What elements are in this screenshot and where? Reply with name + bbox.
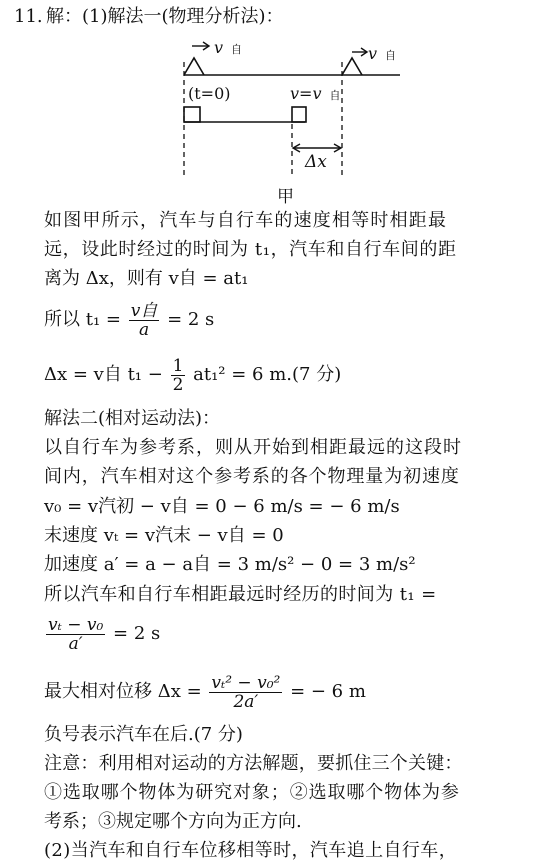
m2-vt-eq: 末速度 vₜ = v汽末 − v自 = 0 — [44, 525, 284, 546]
v-equal-label: v=v 自 — [290, 84, 341, 103]
diagram-caption: 甲 — [277, 187, 294, 207]
t0-label: (t=0) — [188, 84, 231, 103]
m1-eq-dx: Δx = v自 t₁ − $\frac{1}{2}$ at₁² = 6 m.(7 分) — [44, 355, 342, 395]
m1-para-line3: 离为 Δx，则有 v自 = at₁ — [44, 268, 249, 289]
m2-dx-eq: 最大相对位移 Δx = $\frac{\text{vₜ² − v₀²}}{2a'}$ = − 6 m — [44, 672, 366, 712]
v-label-left: v 自 — [214, 38, 243, 57]
m2-note-line1: 注意：利用相对运动的方法解题，要抓住三个关键： — [44, 753, 463, 774]
m2-para-line1: 以自行车为参考系，则从开始到相距最远的这段时 — [44, 437, 462, 458]
m1-para-line1: 如图甲所示，汽车与自行车的速度相等时相距最 — [44, 210, 448, 231]
v-label-right: v 自 — [368, 44, 397, 63]
m2-neg-note: 负号表示汽车在后.(7 分) — [44, 724, 243, 745]
m2-note-line2: ①选取哪个物体为研究对象；②选取哪个物体为参 — [44, 782, 460, 803]
m2-heading: 解法二(相对运动法)： — [44, 408, 221, 429]
m2-para-line2: 间内，汽车相对这个参考系的各个物理量为初速度 — [44, 466, 460, 487]
m2-t-eq: $\frac{\text{vₜ − v₀}}{a'}$ = 2 s — [48, 614, 161, 654]
car-marker-right — [292, 107, 306, 122]
m1-eq-t1: 所以 t₁ = $\frac{\text{v自}}{a}$ = 2 s — [44, 300, 215, 340]
part2-line: (2)当汽车和自行车位移相等时，汽车追上自行车， — [44, 840, 458, 861]
car-marker-left — [184, 107, 200, 122]
bicycle-marker-left — [184, 58, 204, 75]
fraction-t: $\frac{\text{vₜ − v₀}}{a'}$ — [48, 614, 104, 654]
fraction-half: $\frac{1}{2}$ — [172, 355, 184, 395]
fraction-t1: $\frac{\text{v自}}{a}$ — [130, 300, 158, 340]
fraction-dx: $\frac{\text{vₜ² − v₀²}}{2a'}$ — [211, 672, 281, 712]
m2-v0-eq: v₀ = v汽初 − v自 = 0 − 6 m/s = − 6 m/s — [44, 496, 400, 517]
m2-note-line3: 考系；③规定哪个方向为正方向. — [44, 811, 302, 832]
m2-a-eq: 加速度 a′ = a − a自 = 3 m/s² − 0 = 3 m/s² — [44, 554, 416, 575]
dx-label: Δx — [305, 152, 327, 172]
problem-number: 11. — [14, 6, 43, 27]
solution-title: 解：(1)解法一(物理分析法)： — [46, 6, 284, 27]
m1-para-line2: 远，设此时经过的时间为 t₁，汽车和自行车间的距 — [44, 239, 457, 260]
motion-diagram — [0, 0, 556, 210]
bicycle-marker-right — [342, 58, 362, 75]
m2-t-line: 所以汽车和自行车相距最远时经历的时间为 t₁ = — [44, 584, 437, 605]
